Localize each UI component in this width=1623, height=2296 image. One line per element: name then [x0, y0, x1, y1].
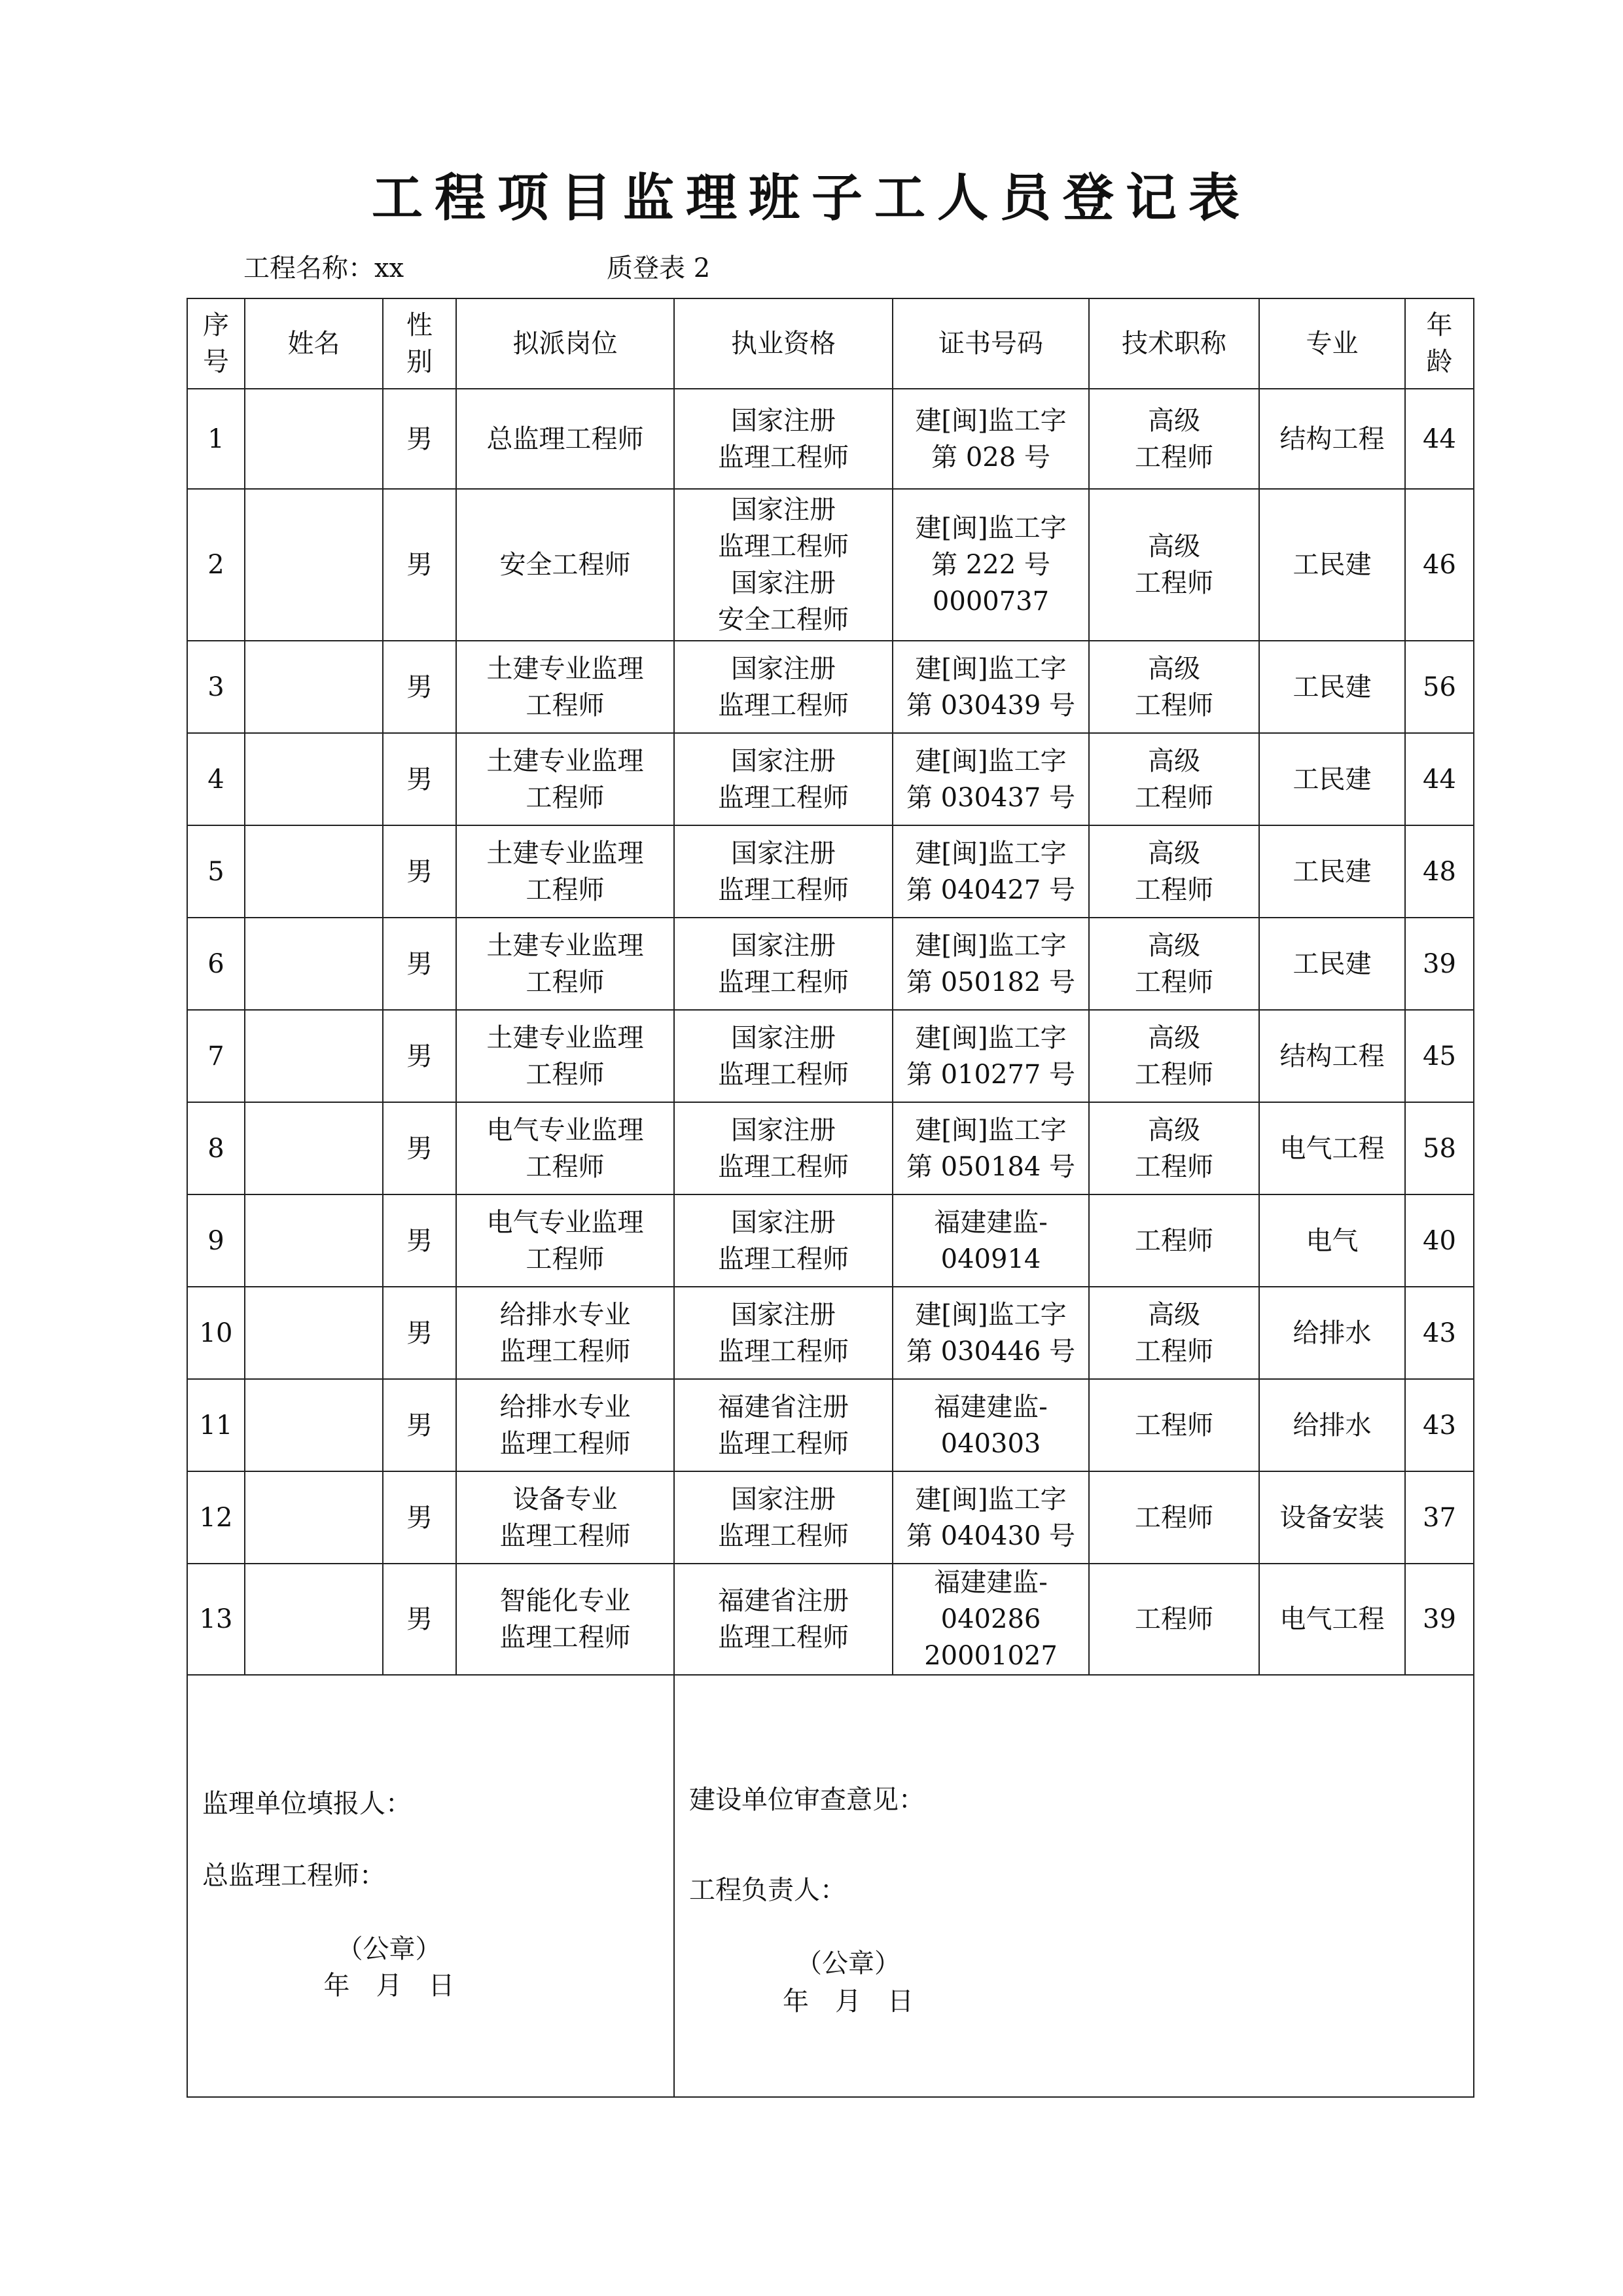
cell-no: 2: [187, 489, 245, 641]
cell-age: 44: [1405, 389, 1474, 489]
cell-major: 结构工程: [1259, 1010, 1405, 1102]
cell-qualification: 国家注册 监理工程师: [674, 641, 893, 733]
page-title: 工程项目监理班子工人员登记表: [371, 168, 1251, 228]
cell-qualification: 国家注册 监理工程师: [674, 918, 893, 1010]
cell-major: 结构工程: [1259, 389, 1405, 489]
owner-seal: （公章）: [796, 1948, 901, 1979]
cell-age: 39: [1405, 1564, 1474, 1675]
cell-title: 高级 工程师: [1089, 733, 1259, 825]
review-opinion-label: 建设单位审查意见：: [689, 1785, 925, 1815]
cell-no: 4: [187, 733, 245, 825]
cell-name: [245, 733, 383, 825]
cell-certificate: 建[闽]监工字 第 030439 号: [893, 641, 1089, 733]
table-row: [187, 1287, 1474, 1379]
cell-title: 高级 工程师: [1089, 825, 1259, 918]
cell-age: 58: [1405, 1102, 1474, 1194]
cell-gender: 男: [383, 1194, 456, 1287]
cell-major: 电气工程: [1259, 1564, 1405, 1675]
cell-age: 48: [1405, 825, 1474, 918]
cell-age: 45: [1405, 1010, 1474, 1102]
owner-review-area: [674, 1675, 1474, 2097]
cell-gender: 男: [383, 489, 456, 641]
cell-gender: 男: [383, 641, 456, 733]
cell-position: 土建专业监理 工程师: [456, 733, 674, 825]
cell-qualification: 国家注册 监理工程师: [674, 1194, 893, 1287]
cell-certificate: 建[闽]监工字 第 050182 号: [893, 918, 1089, 1010]
cell-position: 设备专业 监理工程师: [456, 1471, 674, 1564]
cell-gender: 男: [383, 1379, 456, 1471]
table-row: [187, 1379, 1474, 1471]
cell-title: 高级 工程师: [1089, 1287, 1259, 1379]
cell-gender: 男: [383, 1564, 456, 1675]
header-certificate: 证书号码: [893, 298, 1089, 389]
supervisor-date: 年 月 日: [323, 1971, 455, 2001]
cell-certificate: 福建建监- 040303: [893, 1379, 1089, 1471]
cell-age: 43: [1405, 1379, 1474, 1471]
form-number: 质登表 2: [607, 253, 711, 283]
cell-name: [245, 918, 383, 1010]
cell-no: 1: [187, 389, 245, 489]
cell-major: 工民建: [1259, 918, 1405, 1010]
project-name: 工程名称：xx: [243, 253, 404, 283]
cell-position: 总监理工程师: [456, 389, 674, 489]
cell-age: 40: [1405, 1194, 1474, 1287]
cell-gender: 男: [383, 733, 456, 825]
cell-title: 高级 工程师: [1089, 918, 1259, 1010]
cell-age: 43: [1405, 1287, 1474, 1379]
cell-name: [245, 825, 383, 918]
cell-name: [245, 1471, 383, 1564]
owner-date: 年 月 日: [783, 1986, 914, 2017]
header-position: 拟派岗位: [456, 298, 674, 389]
cell-no: 5: [187, 825, 245, 918]
header-gender: 性 别: [383, 298, 456, 389]
cell-no: 12: [187, 1471, 245, 1564]
cell-major: 工民建: [1259, 825, 1405, 918]
cell-no: 3: [187, 641, 245, 733]
cell-name: [245, 1010, 383, 1102]
cell-no: 13: [187, 1564, 245, 1675]
cell-gender: 男: [383, 825, 456, 918]
cell-certificate: 建[闽]监工字 第 010277 号: [893, 1010, 1089, 1102]
cell-age: 46: [1405, 489, 1474, 641]
cell-position: 电气专业监理 工程师: [456, 1102, 674, 1194]
reporter-label: 监理单位填报人：: [202, 1789, 412, 1819]
cell-qualification: 福建省注册 监理工程师: [674, 1564, 893, 1675]
cell-certificate: 福建建监- 040914: [893, 1194, 1089, 1287]
cell-age: 56: [1405, 641, 1474, 733]
cell-gender: 男: [383, 1102, 456, 1194]
cell-major: 电气: [1259, 1194, 1405, 1287]
cell-gender: 男: [383, 1471, 456, 1564]
table-row: [187, 641, 1474, 733]
cell-major: 电气工程: [1259, 1102, 1405, 1194]
cell-major: 工民建: [1259, 489, 1405, 641]
cell-certificate: 建[闽]监工字 第 040430 号: [893, 1471, 1089, 1564]
cell-qualification: 国家注册 监理工程师: [674, 1102, 893, 1194]
cell-title: 高级 工程师: [1089, 641, 1259, 733]
cell-age: 37: [1405, 1471, 1474, 1564]
cell-qualification: 国家注册 监理工程师: [674, 1471, 893, 1564]
cell-name: [245, 1379, 383, 1471]
cell-major: 工民建: [1259, 641, 1405, 733]
cell-gender: 男: [383, 389, 456, 489]
table-row: [187, 1010, 1474, 1102]
cell-title: 工程师: [1089, 1194, 1259, 1287]
cell-name: [245, 1194, 383, 1287]
table-row: [187, 1194, 1474, 1287]
cell-title: 工程师: [1089, 1379, 1259, 1471]
cell-qualification: 国家注册 监理工程师: [674, 733, 893, 825]
cell-certificate: 建[闽]监工字 第 030446 号: [893, 1287, 1089, 1379]
cell-no: 9: [187, 1194, 245, 1287]
cell-qualification: 国家注册 监理工程师: [674, 389, 893, 489]
cell-qualification: 国家注册 监理工程师: [674, 825, 893, 918]
table-row: [187, 389, 1474, 489]
cell-certificate: 建[闽]监工字 第 028 号: [893, 389, 1089, 489]
header-age: 年 龄: [1405, 298, 1474, 389]
cell-name: [245, 1102, 383, 1194]
cell-name: [245, 489, 383, 641]
header-major: 专业: [1259, 298, 1405, 389]
cell-position: 电气专业监理 工程师: [456, 1194, 674, 1287]
cell-certificate: 建[闽]监工字 第 040427 号: [893, 825, 1089, 918]
supervisor-seal: （公章）: [336, 1934, 442, 1964]
cell-qualification: 国家注册 监理工程师: [674, 1287, 893, 1379]
cell-position: 土建专业监理 工程师: [456, 1010, 674, 1102]
cell-major: 工民建: [1259, 733, 1405, 825]
cell-position: 智能化专业 监理工程师: [456, 1564, 674, 1675]
table-row: [187, 1471, 1474, 1564]
cell-certificate: 建[闽]监工字 第 050184 号: [893, 1102, 1089, 1194]
cell-gender: 男: [383, 1010, 456, 1102]
cell-gender: 男: [383, 1287, 456, 1379]
cell-position: 给排水专业 监理工程师: [456, 1287, 674, 1379]
header-title: 技术职称: [1089, 298, 1259, 389]
signature-row: [187, 1675, 1474, 2097]
table-row: [187, 489, 1474, 641]
header-name: 姓名: [245, 298, 383, 389]
cell-certificate: 建[闽]监工字 第 030437 号: [893, 733, 1089, 825]
cell-name: [245, 389, 383, 489]
cell-title: 工程师: [1089, 1564, 1259, 1675]
cell-qualification: 国家注册 监理工程师 国家注册 安全工程师: [674, 489, 893, 641]
registration-table: [187, 298, 1474, 2098]
cell-qualification: 福建省注册 监理工程师: [674, 1379, 893, 1471]
cell-name: [245, 641, 383, 733]
table-row: [187, 733, 1474, 825]
cell-position: 土建专业监理 工程师: [456, 825, 674, 918]
cell-age: 44: [1405, 733, 1474, 825]
chief-engineer-label: 总监理工程师：: [202, 1861, 385, 1891]
table-row: [187, 918, 1474, 1010]
cell-no: 8: [187, 1102, 245, 1194]
cell-major: 设备安装: [1259, 1471, 1405, 1564]
table-header-row: [187, 298, 1474, 389]
cell-title: 高级 工程师: [1089, 1010, 1259, 1102]
cell-age: 39: [1405, 918, 1474, 1010]
cell-title: 高级 工程师: [1089, 389, 1259, 489]
cell-certificate: 福建建监- 040286 20001027: [893, 1564, 1089, 1675]
cell-certificate: 建[闽]监工字 第 222 号 0000737: [893, 489, 1089, 641]
supervisor-sign-area: [187, 1675, 674, 2097]
cell-no: 6: [187, 918, 245, 1010]
cell-position: 土建专业监理 工程师: [456, 641, 674, 733]
cell-position: 土建专业监理 工程师: [456, 918, 674, 1010]
cell-title: 工程师: [1089, 1471, 1259, 1564]
cell-no: 7: [187, 1010, 245, 1102]
cell-position: 安全工程师: [456, 489, 674, 641]
cell-major: 给排水: [1259, 1379, 1405, 1471]
cell-title: 高级 工程师: [1089, 1102, 1259, 1194]
cell-gender: 男: [383, 918, 456, 1010]
cell-no: 11: [187, 1379, 245, 1471]
header-no: 序 号: [187, 298, 245, 389]
cell-major: 给排水: [1259, 1287, 1405, 1379]
cell-name: [245, 1287, 383, 1379]
cell-no: 10: [187, 1287, 245, 1379]
cell-position: 给排水专业 监理工程师: [456, 1379, 674, 1471]
table-row: [187, 825, 1474, 918]
header-qualification: 执业资格: [674, 298, 893, 389]
project-owner-label: 工程负责人：: [689, 1875, 846, 1905]
table-row: [187, 1564, 1474, 1675]
cell-qualification: 国家注册 监理工程师: [674, 1010, 893, 1102]
cell-name: [245, 1564, 383, 1675]
cell-title: 高级 工程师: [1089, 489, 1259, 641]
table-row: [187, 1102, 1474, 1194]
